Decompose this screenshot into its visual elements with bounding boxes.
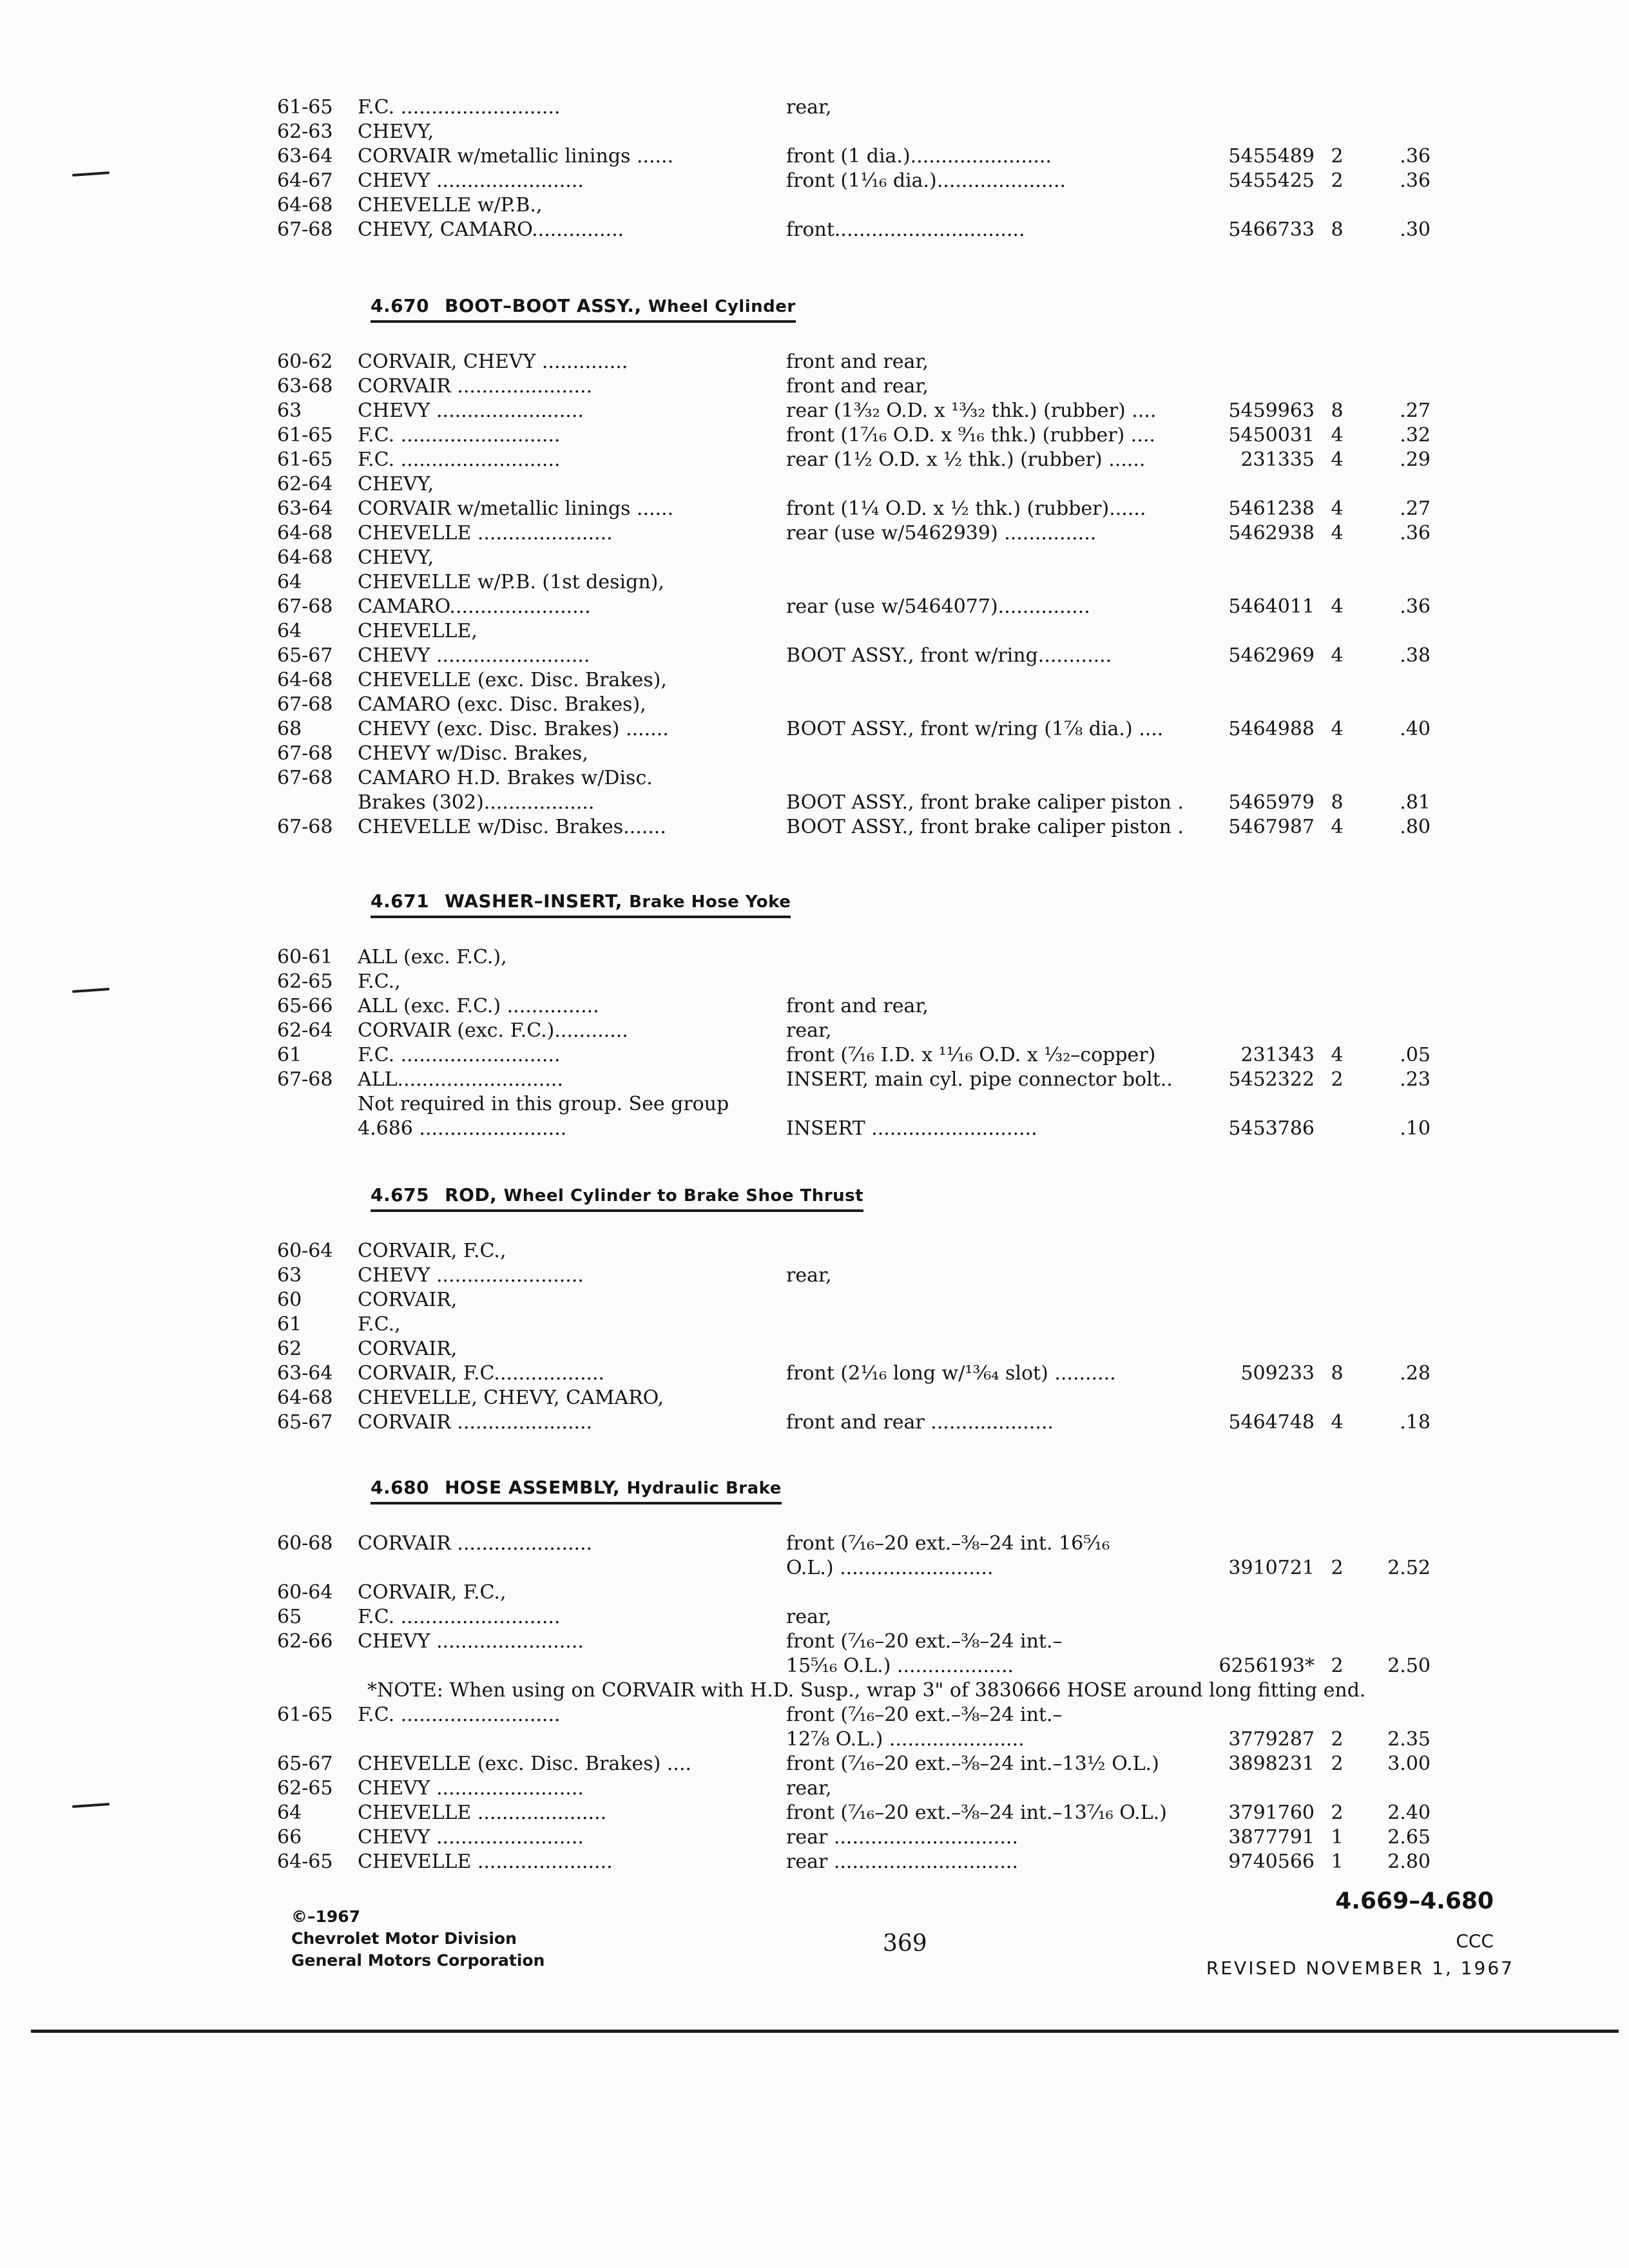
table-row: [0, 570, 1629, 595]
table-row: [0, 1801, 1629, 1825]
part-description: rear ..............................: [786, 1850, 1018, 1873]
model-year: 65: [277, 1606, 302, 1628]
model-description: CORVAIR w/metallic linings ......: [358, 145, 674, 168]
model-description: CHEVY,: [358, 546, 434, 569]
part-description: BOOT ASSY., front w/ring (1⅞ dia.) ....: [786, 718, 1164, 740]
part-number: 231335: [1240, 448, 1315, 471]
part-number: 5464988: [1228, 718, 1315, 740]
part-description: INSERT ...........................: [786, 1117, 1037, 1140]
list-price: 2.52: [1387, 1557, 1431, 1579]
revision-date: REVISED NOVEMBER 1, 1967: [1206, 1957, 1514, 1979]
table-row: [0, 766, 1629, 791]
table-row: [0, 945, 1629, 970]
model-year: 61: [277, 1313, 302, 1336]
quantity: 4: [1331, 522, 1344, 544]
continued-entries: [0, 95, 1629, 242]
part-description: rear,: [786, 96, 832, 119]
quantity: 4: [1331, 448, 1344, 471]
part-description: front (⁷⁄₁₆–20 ext.–⅜–24 int.–: [786, 1630, 1063, 1653]
model-description: ALL...........................: [358, 1068, 563, 1091]
model-description: CHEVY, CAMARO...............: [358, 218, 624, 241]
quantity: 4: [1331, 644, 1344, 667]
list-price: 2.35: [1387, 1728, 1431, 1751]
table-row: [0, 1288, 1629, 1312]
section-4-675: [0, 1184, 1629, 1435]
table-row: [0, 193, 1629, 218]
model-year: 62-66: [277, 1630, 333, 1653]
quantity: 2: [1331, 1802, 1344, 1824]
list-price: .32: [1400, 424, 1431, 447]
list-price: .80: [1400, 816, 1431, 838]
model-description: CHEVELLE (exc. Disc. Brakes),: [358, 669, 667, 691]
model-description: CAMARO H.D. Brakes w/Disc.: [358, 767, 653, 789]
part-description: front and rear,: [786, 375, 929, 398]
model-year: 61: [277, 1044, 302, 1066]
model-year: 67-68: [277, 218, 333, 241]
part-description: rear (use w/5464077)...............: [786, 595, 1090, 618]
part-description: front...............................: [786, 218, 1025, 241]
quantity: 1: [1331, 1826, 1344, 1849]
part-description: 12⅞ O.L.) ......................: [786, 1728, 1025, 1751]
model-year: 62-63: [277, 120, 333, 143]
quantity: 2: [1331, 145, 1344, 168]
model-year: 64-68: [277, 1387, 333, 1409]
table-row: [0, 1043, 1629, 1068]
table-row: [0, 472, 1629, 497]
quantity: 4: [1331, 1411, 1344, 1434]
model-year: 64: [277, 620, 302, 642]
model-year: 66: [277, 1826, 302, 1849]
copyright: ©–1967: [291, 1907, 361, 1926]
table-row: [0, 1825, 1629, 1850]
table-row: [0, 169, 1629, 193]
list-price: 2.80: [1387, 1850, 1431, 1873]
model-description: CORVAIR, F.C.,: [358, 1581, 506, 1604]
part-description: rear,: [786, 1264, 832, 1287]
model-year: 68: [277, 718, 302, 740]
quantity: 2: [1331, 1557, 1344, 1579]
part-description: rear (use w/5462939) ...............: [786, 522, 1097, 544]
part-number: 3877791: [1228, 1826, 1315, 1849]
model-year: 63: [277, 1264, 302, 1287]
model-description: CHEVELLE ......................: [358, 1850, 613, 1873]
part-description: O.L.) .........................: [786, 1557, 994, 1579]
model-description: CORVAIR (exc. F.C.)............: [358, 1019, 628, 1042]
table-row: [0, 1850, 1629, 1874]
list-price: 2.65: [1387, 1826, 1431, 1849]
page-number: 369: [883, 1930, 927, 1957]
table-row: [0, 970, 1629, 994]
model-description: CORVAIR w/metallic linings ......: [358, 497, 674, 520]
corporation-name: General Motors Corporation: [291, 1951, 545, 1970]
list-price: .81: [1400, 791, 1431, 814]
model-description: CHEVELLE ......................: [358, 522, 613, 544]
table-row: [0, 521, 1629, 546]
table-row: [0, 497, 1629, 521]
quantity: 8: [1331, 218, 1344, 241]
model-year: 60-64: [277, 1581, 333, 1604]
model-description: CORVAIR, F.C..................: [358, 1362, 605, 1385]
list-price: .23: [1400, 1068, 1431, 1091]
section-4-670: [0, 295, 1629, 840]
list-price: .27: [1400, 399, 1431, 422]
model-description: CORVAIR, F.C.,: [358, 1240, 506, 1262]
model-year: 64: [277, 571, 302, 593]
model-description: CAMARO (exc. Disc. Brakes),: [358, 693, 646, 716]
model-year: 61-65: [277, 96, 333, 119]
table-row: [0, 1019, 1629, 1043]
table-row: [0, 994, 1629, 1019]
model-year: 61-65: [277, 424, 333, 447]
quantity: 2: [1331, 1068, 1344, 1091]
part-number: 5452322: [1228, 1068, 1315, 1091]
model-year: 65-67: [277, 1753, 333, 1775]
part-number: 5455425: [1228, 169, 1315, 192]
part-description: front (⁷⁄₁₆ I.D. x ¹¹⁄₁₆ O.D. x ¹⁄₃₂–copper): [786, 1044, 1156, 1066]
part-number: 5464011: [1228, 595, 1315, 618]
model-description: CHEVY ........................: [358, 1630, 584, 1653]
table-row: [0, 1605, 1629, 1629]
table-row: [0, 1312, 1629, 1337]
section-heading: 4.671 WASHER–INSERT, Brake Hose Yoke: [371, 890, 791, 918]
part-description: front (⁷⁄₁₆–20 ext.–⅜–24 int.–: [786, 1704, 1063, 1726]
part-description: front (1¼ O.D. x ½ thk.) (rubber)......: [786, 497, 1146, 520]
table-row: [0, 144, 1629, 169]
part-number: 5453786: [1228, 1117, 1315, 1140]
model-year: 64-68: [277, 522, 333, 544]
part-number: 3910721: [1228, 1557, 1315, 1579]
table-row: [0, 1239, 1629, 1264]
list-price: .10: [1400, 1117, 1431, 1140]
section-rows: [0, 945, 1629, 1141]
list-price: .40: [1400, 718, 1431, 740]
model-description: 4.686 ........................: [358, 1117, 567, 1140]
model-year: 60-62: [277, 351, 333, 373]
model-description: CHEVY ........................: [358, 169, 584, 192]
part-description: INSERT, main cyl. pipe connector bolt..: [786, 1068, 1173, 1091]
table-row: [0, 218, 1629, 242]
quantity: 2: [1331, 1753, 1344, 1775]
part-description: front (1⁷⁄₁₆ O.D. x ⁹⁄₁₆ thk.) (rubber) ....: [786, 424, 1155, 447]
part-description: 15⁵⁄₁₆ O.L.) ...................: [786, 1655, 1014, 1677]
model-year: 60: [277, 1289, 302, 1311]
quantity: 8: [1331, 399, 1344, 422]
table-row: [0, 1752, 1629, 1776]
model-year: 67-68: [277, 742, 333, 765]
model-year: 63-64: [277, 145, 333, 168]
part-description: front and rear,: [786, 995, 929, 1017]
model-description: Not required in this group. See group: [358, 1093, 729, 1115]
table-row: [0, 1410, 1629, 1435]
model-year: 60-64: [277, 1240, 333, 1262]
model-year: 64-68: [277, 669, 333, 691]
model-year: 67-68: [277, 595, 333, 618]
part-description: front (2¹⁄₁₆ long w/¹³⁄₆₄ slot) ..........: [786, 1362, 1116, 1385]
model-description: CHEVELLE w/P.B. (1st design),: [358, 571, 664, 593]
table-row: [0, 815, 1629, 840]
quantity: 4: [1331, 1044, 1344, 1066]
model-year: 64: [277, 1802, 302, 1824]
part-description: front (⁷⁄₁₆–20 ext.–⅜–24 int. 16⁵⁄₁₆: [786, 1532, 1110, 1555]
model-year: 63-64: [277, 1362, 333, 1385]
table-row: [0, 693, 1629, 717]
table-row: [0, 399, 1629, 423]
part-number: 509233: [1240, 1362, 1315, 1385]
quantity: 4: [1331, 718, 1344, 740]
model-year: 67-68: [277, 1068, 333, 1091]
table-row: [0, 644, 1629, 668]
model-year: 62-64: [277, 1019, 333, 1042]
part-description: rear,: [786, 1019, 832, 1042]
list-price: .05: [1400, 1044, 1431, 1066]
model-year: 63: [277, 399, 302, 422]
part-description: BOOT ASSY., front brake caliper piston .: [786, 816, 1184, 838]
model-description: CORVAIR ......................: [358, 375, 593, 398]
table-row: [0, 1727, 1629, 1752]
table-row: [0, 1654, 1629, 1678]
model-description: CORVAIR,: [358, 1289, 458, 1311]
model-year: 65-67: [277, 644, 333, 667]
table-row: [0, 120, 1629, 144]
part-number: 5450031: [1228, 424, 1315, 447]
quantity: 2: [1331, 1728, 1344, 1751]
model-description: CHEVELLE w/Disc. Brakes.......: [358, 816, 666, 838]
catalog-code: CCC: [1456, 1930, 1494, 1952]
model-description: CHEVY,: [358, 120, 434, 143]
publisher-block: [291, 1906, 545, 1972]
part-description: rear,: [786, 1777, 832, 1800]
model-description: CHEVELLE, CHEVY, CAMARO,: [358, 1387, 664, 1409]
model-year: 63-64: [277, 497, 333, 520]
table-row: [0, 1068, 1629, 1092]
model-description: F.C. ..........................: [358, 1044, 561, 1066]
table-row: [0, 1581, 1629, 1605]
model-description: CHEVY ........................: [358, 1826, 584, 1849]
part-number: 5464748: [1228, 1411, 1315, 1434]
list-price: .36: [1400, 522, 1431, 544]
model-description: CHEVY ........................: [358, 399, 584, 422]
part-description: rear ..............................: [786, 1826, 1018, 1849]
quantity: 8: [1331, 791, 1344, 814]
part-number: 231343: [1240, 1044, 1315, 1066]
part-description: rear (1½ O.D. x ½ thk.) (rubber) ......: [786, 448, 1146, 471]
part-number: 3791760: [1228, 1802, 1315, 1824]
model-description: CORVAIR ......................: [358, 1411, 593, 1434]
table-row: [0, 595, 1629, 619]
part-description: rear (1³⁄₃₂ O.D. x ¹³⁄₃₂ thk.) (rubber) ....: [786, 399, 1157, 422]
model-description: CHEVY (exc. Disc. Brakes) .......: [358, 718, 669, 740]
part-number: 5466733: [1228, 218, 1315, 241]
list-price: .29: [1400, 448, 1431, 471]
table-row: [0, 350, 1629, 374]
table-row: [0, 423, 1629, 448]
part-number: 3898231: [1228, 1753, 1315, 1775]
list-price: .36: [1400, 169, 1431, 192]
quantity: 4: [1331, 595, 1344, 618]
model-year: 62-64: [277, 473, 333, 495]
table-row: [0, 619, 1629, 644]
model-description: CHEVY ........................: [358, 1264, 584, 1287]
model-description: CHEVELLE .....................: [358, 1802, 607, 1824]
table-row: [0, 374, 1629, 399]
model-year: 64-67: [277, 169, 333, 192]
model-year: 61-65: [277, 448, 333, 471]
model-year: 61-65: [277, 1704, 333, 1726]
quantity: 4: [1331, 816, 1344, 838]
quantity: 2: [1331, 1655, 1344, 1677]
part-number: 5461238: [1228, 497, 1315, 520]
quantity: 4: [1331, 424, 1344, 447]
table-row: [0, 1361, 1629, 1386]
model-year: 60-68: [277, 1532, 333, 1555]
model-description: Brakes (302)..................: [358, 791, 595, 814]
model-year: 64-68: [277, 194, 333, 216]
table-row: [0, 717, 1629, 742]
part-number: 6256193*: [1219, 1655, 1315, 1677]
table-row: [0, 448, 1629, 472]
section-rows: [0, 1532, 1629, 1874]
part-description: front (1¹⁄₁₆ dia.).....................: [786, 169, 1066, 192]
model-year: 62-65: [277, 970, 333, 993]
model-year: 64-65: [277, 1850, 333, 1873]
list-price: .36: [1400, 595, 1431, 618]
section-heading: 4.680 HOSE ASSEMBLY, Hydraulic Brake: [371, 1477, 782, 1504]
group-range: 4.669–4.680: [1335, 1888, 1494, 1914]
table-row: [0, 791, 1629, 815]
model-year: 62: [277, 1338, 302, 1360]
part-number: 9740566: [1228, 1850, 1315, 1873]
list-price: 2.40: [1387, 1802, 1431, 1824]
part-description: front and rear,: [786, 351, 929, 373]
part-number: 5459963: [1228, 399, 1315, 422]
model-year: 60-61: [277, 946, 333, 968]
part-description: front (1 dia.).......................: [786, 145, 1052, 168]
section-heading: 4.675 ROD, Wheel Cylinder to Brake Shoe Thrust: [371, 1184, 863, 1212]
quantity: 2: [1331, 169, 1344, 192]
model-year: 65-67: [277, 1411, 333, 1434]
list-price: .18: [1400, 1411, 1431, 1434]
list-price: .30: [1400, 218, 1431, 241]
model-description: ALL (exc. F.C.) ...............: [358, 995, 599, 1017]
model-year: 65-66: [277, 995, 333, 1017]
model-description: CHEVY,: [358, 473, 434, 495]
table-row: [0, 1532, 1629, 1556]
list-price: .36: [1400, 145, 1431, 168]
model-year: 63-68: [277, 375, 333, 398]
model-description: CHEVY .........................: [358, 644, 590, 667]
table-row: [0, 1678, 1629, 1703]
part-number: 5467987: [1228, 816, 1315, 838]
part-description: BOOT ASSY., front brake caliper piston .: [786, 791, 1184, 814]
section-heading: 4.670 BOOT–BOOT ASSY., Wheel Cylinder: [371, 295, 796, 323]
table-row: [0, 1776, 1629, 1801]
table-row: [0, 1092, 1629, 1117]
model-description: F.C. ..........................: [358, 448, 561, 471]
part-description: rear,: [786, 1606, 832, 1628]
list-price: 2.50: [1387, 1655, 1431, 1677]
model-description: CORVAIR,: [358, 1338, 458, 1360]
section-4-671: [0, 890, 1629, 1141]
model-description: F.C. ..........................: [358, 1704, 561, 1726]
part-number: 5465979: [1228, 791, 1315, 814]
model-description: CHEVELLE w/P.B.,: [358, 194, 543, 216]
list-price: .38: [1400, 644, 1431, 667]
part-number: 5462938: [1228, 522, 1315, 544]
model-year: 67-68: [277, 767, 333, 789]
model-description: F.C. ..........................: [358, 424, 561, 447]
model-description: F.C. ..........................: [358, 1606, 561, 1628]
division-name: Chevrolet Motor Division: [291, 1929, 517, 1948]
quantity: 4: [1331, 497, 1344, 520]
model-description: F.C.,: [358, 1313, 401, 1336]
model-description: CAMARO.......................: [358, 595, 591, 618]
model-description: ALL (exc. F.C.),: [358, 946, 507, 968]
model-description: CHEVELLE (exc. Disc. Brakes) ....: [358, 1753, 692, 1775]
model-description: CHEVY w/Disc. Brakes,: [358, 742, 588, 765]
model-year: 67-68: [277, 816, 333, 838]
list-price: .28: [1400, 1362, 1431, 1385]
model-description: CHEVELLE,: [358, 620, 477, 642]
section-4-680: [0, 1477, 1629, 1874]
section-rows: [0, 1239, 1629, 1435]
table-row: [0, 668, 1629, 693]
table-row: [0, 1264, 1629, 1288]
section-rows: [0, 350, 1629, 840]
table-row: [0, 1337, 1629, 1361]
bottom-rule: [31, 2030, 1619, 2033]
quantity: 8: [1331, 1362, 1344, 1385]
model-description: CORVAIR ......................: [358, 1532, 593, 1555]
model-description: CORVAIR, CHEVY ..............: [358, 351, 628, 373]
model-description: F.C.,: [358, 970, 401, 993]
list-price: 3.00: [1387, 1753, 1431, 1775]
table-row: [0, 1629, 1629, 1654]
quantity: 1: [1331, 1850, 1344, 1873]
part-number: 5455489: [1228, 145, 1315, 168]
part-description: front (⁷⁄₁₆–20 ext.–⅜–24 int.–13⁷⁄₁₆ O.L.): [786, 1802, 1167, 1824]
part-number: 3779287: [1228, 1728, 1315, 1751]
model-year: 62-65: [277, 1777, 333, 1800]
model-description: F.C. ..........................: [358, 96, 561, 119]
part-number: 5462969: [1228, 644, 1315, 667]
table-row: [0, 1703, 1629, 1727]
part-description: front (⁷⁄₁₆–20 ext.–⅜–24 int.–13½ O.L.): [786, 1753, 1159, 1775]
table-row: [0, 1117, 1629, 1141]
table-row: [0, 742, 1629, 766]
model-description: CHEVY ........................: [358, 1777, 584, 1800]
model-year: 64-68: [277, 546, 333, 569]
model-year: 67-68: [277, 693, 333, 716]
table-row: [0, 1556, 1629, 1581]
footnote: *NOTE: When using on CORVAIR with H.D. Susp., wrap 3" of 3830666 HOSE around long fitting end.: [367, 1679, 1366, 1702]
table-row: [0, 546, 1629, 570]
table-row: [0, 95, 1629, 120]
part-description: front and rear ....................: [786, 1411, 1054, 1434]
list-price: .27: [1400, 497, 1431, 520]
part-description: BOOT ASSY., front w/ring............: [786, 644, 1112, 667]
table-row: [0, 1386, 1629, 1410]
